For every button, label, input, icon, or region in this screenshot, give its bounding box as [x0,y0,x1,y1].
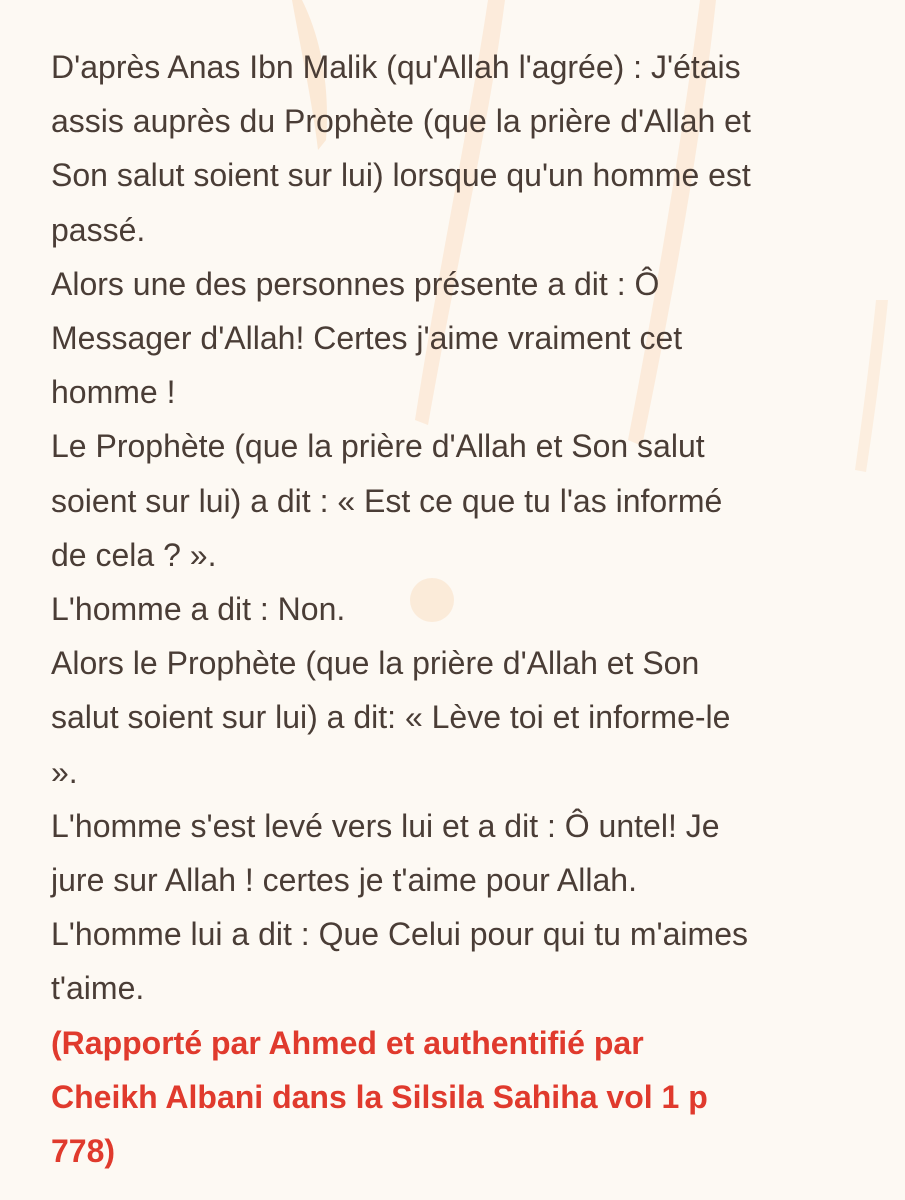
hadith-text [51,40,881,1178]
text-line: jure sur Allah ! certes je t'aime pour Allah. [51,862,637,899]
text-line: ». [51,753,78,790]
text-line: homme ! [51,374,176,411]
text-line: L'homme s'est levé vers lui et a dit : Ô untel! Je [51,807,720,844]
text-line: L'homme lui a dit : Que Celui pour qui tu m'aimes [51,916,748,953]
text-line: Messager d'Allah! Certes j'aime vraiment cet [51,320,683,357]
text-line: salut soient sur lui) a dit: « Lève toi et informe-le [51,699,731,736]
text-line: L'homme a dit : Non. [51,591,346,628]
text-line: D'après Anas Ibn Malik (qu'Allah l'agrée) : J'étais [51,49,741,85]
text-line: assis auprès du Prophète (que la prière d'Allah et [51,103,751,140]
text-line: t'aime. [51,970,145,1007]
text-line: Son salut soient sur lui) lorsque qu'un homme est [51,157,751,194]
text-line: de cela ? ». [51,536,217,573]
text-line: passé. [51,211,146,248]
text-line: soient sur lui) a dit : « Est ce que tu l'as informé [51,482,723,519]
text-line: Le Prophète (que la prière d'Allah et Son salut [51,428,705,465]
text-line: Alors le Prophète (que la prière d'Allah et Son [51,645,700,682]
text-line: Alors une des personnes présente a dit : Ô [51,265,660,302]
source-citation-line: 778) [51,1133,116,1170]
source-citation-line: Cheikh Albani dans la Silsila Sahiha vol 1 p [51,1078,708,1115]
source-citation-line: (Rapporté par Ahmed et authentifié par [51,1024,644,1061]
